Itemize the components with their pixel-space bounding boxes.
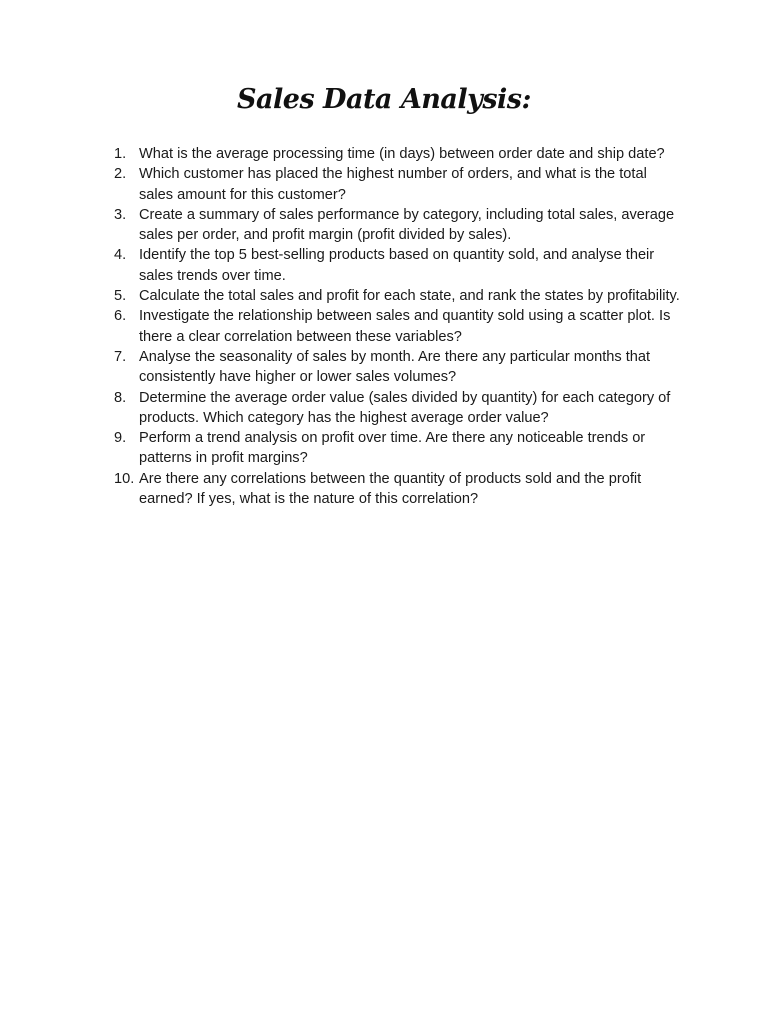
list-item-number: 7. [114,348,127,365]
list-item-text: Perform a trend analysis on profit over time. Are there any noticeable trends or patterns in profit margins? [139,430,646,467]
list-item-number: 4. [114,247,127,264]
list-item [114,388,680,429]
list-item-text: Determine the average order value (sales divided by quantity) for each category of products. Which category has the highest average order value? [139,389,671,426]
list-item [114,306,680,347]
list-item [114,347,680,388]
list-item-text: Analyse the seasonality of sales by month. Are there any particular months that consistently have higher or lower sales volumes? [139,348,651,386]
list-item [114,205,680,246]
list-item-number: 10. [114,470,135,487]
list-item-number: 9. [114,430,127,447]
list-item-number: 1. [114,146,127,162]
list-item [114,469,680,510]
question-list [114,144,680,509]
list-item-number: 8. [114,389,127,406]
list-item-text: Calculate the total sales and profit for each state, and rank the states by profitability. [139,288,680,305]
list-item-number: 3. [114,206,127,223]
list-item [114,428,680,469]
list-item-text: Are there any correlations between the quantity of products sold and the profit earned? If yes, what is the nature of this correlation? [139,470,642,508]
list-item [114,164,680,205]
list-item-number: 2. [114,166,127,183]
list-item-text: Which customer has placed the highest number of orders, and what is the total sales amount for this customer? [139,166,647,203]
list-item-number: 5. [114,288,127,305]
list-item-text: Create a summary of sales performance by category, including total sales, average sales per order, and profit margin (profit divided by sales). [139,206,675,244]
page-title: Sales Data Analysis: [237,84,531,115]
list-item-text: Identify the top 5 best-selling products based on quantity sold, and analyse their sales trends over time. [139,247,655,284]
list-item-number: 6. [114,308,127,325]
list-item [114,286,680,306]
list-item [114,245,680,286]
list-item-text: Investigate the relationship between sales and quantity sold using a scatter plot. Is there a clear correlation between these variables? [139,308,671,345]
list-item [114,144,680,164]
list-item-text: What is the average processing time (in days) between order date and ship date? [139,146,665,162]
